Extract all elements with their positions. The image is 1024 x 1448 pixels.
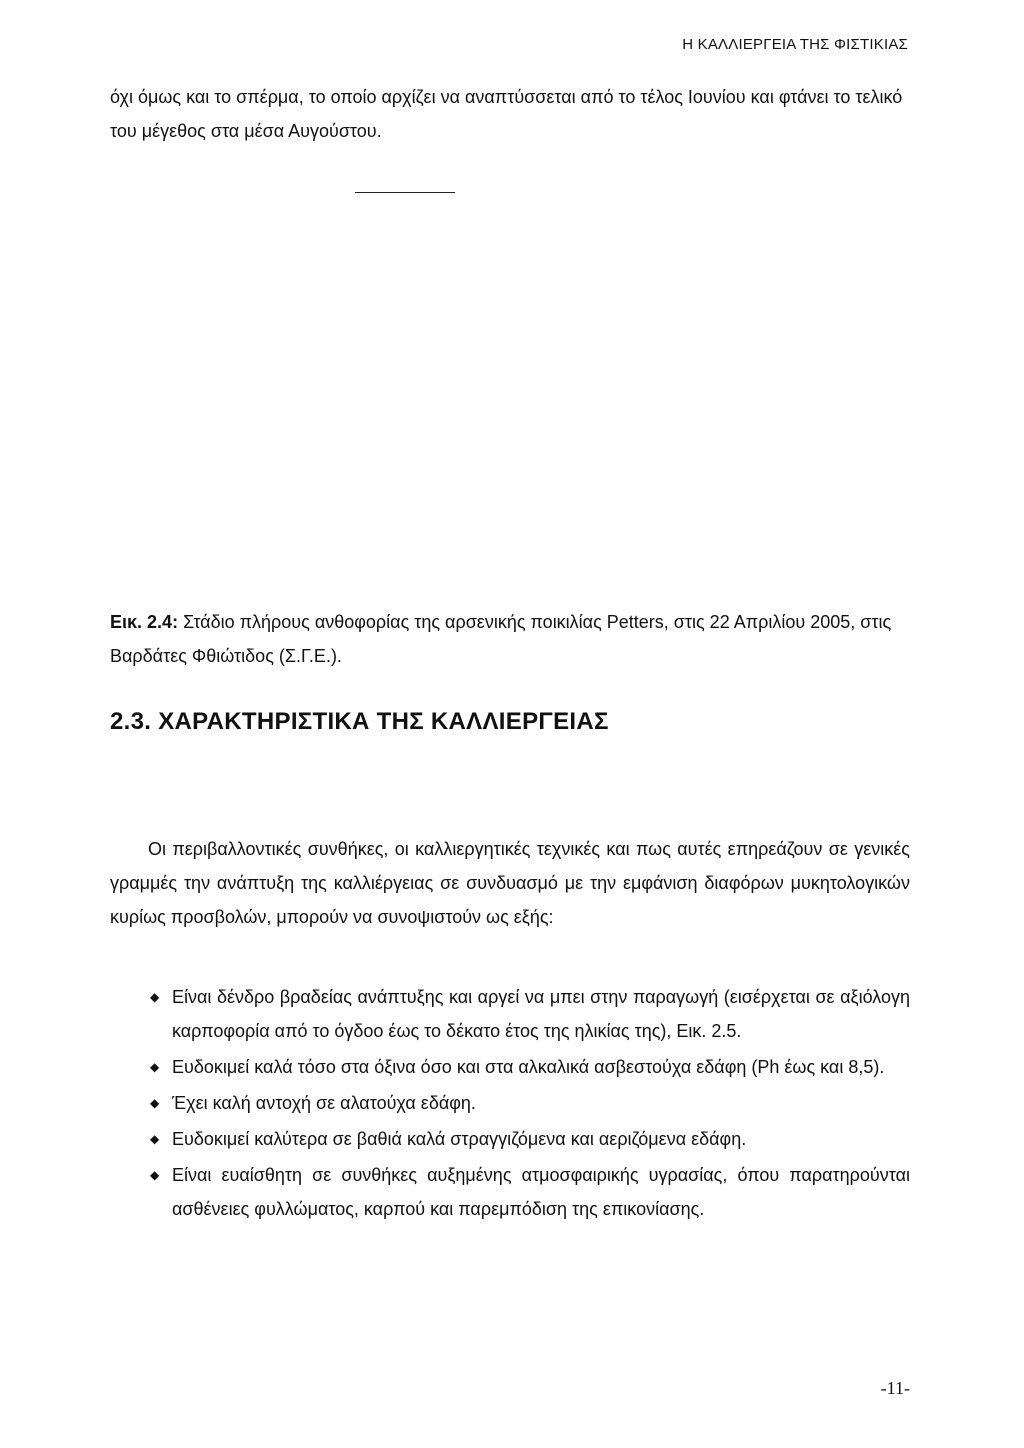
list-item [150,1122,910,1156]
bullet-icon: ◆ [150,1096,160,1110]
figure-caption [110,605,910,673]
page-number: -11- [880,1378,910,1398]
bullet-icon: ◆ [150,1060,160,1074]
bullet-icon: ◆ [150,990,160,1004]
list-item [150,980,910,1048]
section-heading: 2.3. ΧΑΡΑΚΤΗΡΙΣΤΙΚΑ ΤΗΣ ΚΑΛΛΙΕΡΓΕΙΑΣ [110,708,609,735]
list-item-text: Ευδοκιμεί καλά τόσο στα όξινα όσο και στα αλκαλικά ασβεστούχα εδάφη (Ph έως και 8,5). [172,1057,885,1077]
list-item [150,1158,910,1226]
bullet-icon: ◆ [150,1168,160,1182]
list-item [150,1050,910,1084]
figure-top-rule [355,192,455,193]
list-item [150,1086,910,1120]
list-item-text: Ευδοκιμεί καλύτερα σε βαθιά καλά στραγγιζόμενα και αεριζόμενα εδάφη. [172,1129,747,1149]
intro-paragraph: όχι όμως και το σπέρμα, το οποίο αρχίζει να αναπτύσσεται από το τέλος Ιουνίου και φτάνει το τελικό του μέγεθος στα μέσα Αυγούστου. [110,87,903,141]
list-item-text: Είναι δένδρο βραδείας ανάπτυξης και αργεί να μπει στην παραγωγή (εισέρχεται σε αξιόλογη καρποφορία από το όγδοο έως το δέκατο έτος της ηλικίας της), Εικ. 2.5. [172,987,910,1041]
list-item-text: Έχει καλή αντοχή σε αλατούχα εδάφη. [172,1093,476,1113]
running-header: Η ΚΑΛΛΙΕΡΓΕΙΑ ΤΗΣ ΦΙΣΤΙΚΙΑΣ [682,36,908,53]
bullet-icon: ◆ [150,1132,160,1146]
figure-label: Εικ. 2.4: [110,612,179,632]
figure-caption-text: Στάδιο πλήρους ανθοφορίας της αρσενικής ποικιλίας Petters, στις 22 Απριλίου 2005, στις Βαρδάτες Φθιώτιδος (Σ.Γ.Ε.). [110,612,892,666]
section-paragraph: Οι περιβαλλοντικές συνθήκες, οι καλλιεργητικές τεχνικές και πως αυτές επηρεάζουν σε γενικές γραμμές την ανάπτυξη της καλλιέργειας σε συνδυασμό με την εμφάνιση διαφόρων μυκητολογικών κυρίως προσβολών, μπορούν να συνοψιστούν ως εξής: [110,839,910,927]
bullet-list [150,980,910,1228]
list-item-text: Είναι ευαίσθητη σε συνθήκες αυξημένης ατμοσφαιρικής υγρασίας, όπου παρατηρούνται ασθένειες φυλλώματος, καρπού και παρεμπόδιση της επικονίασης. [172,1165,910,1219]
